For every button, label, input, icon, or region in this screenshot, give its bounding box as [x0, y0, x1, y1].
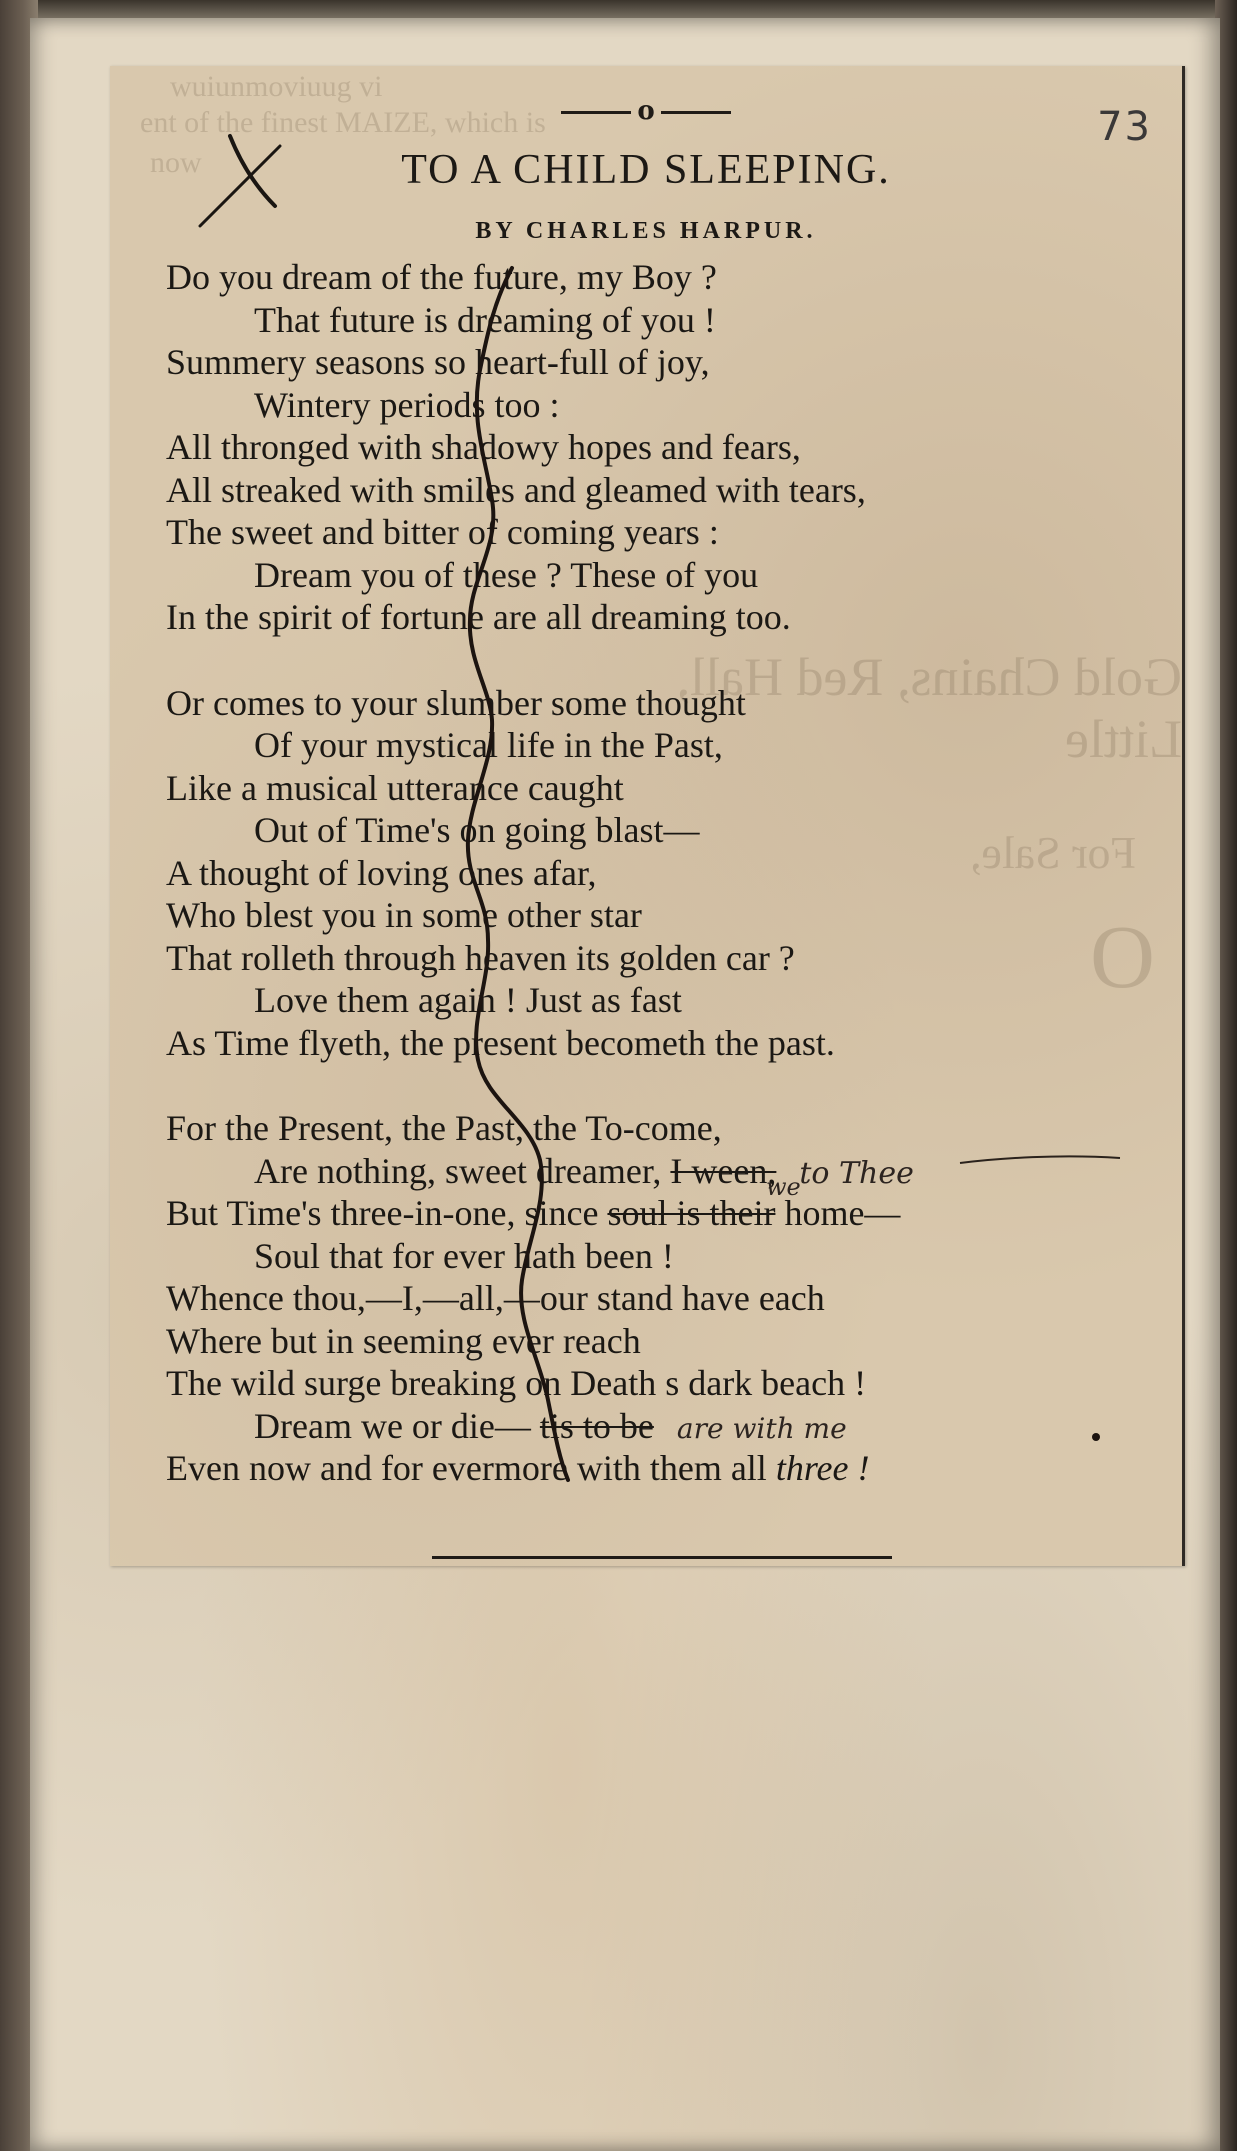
poem-line: Dream you of these ? These of you: [254, 554, 759, 595]
poem-line: But Time's three-in-one, since soul is their home— we: [166, 1192, 1176, 1235]
poem-line: Out of Time's on going blast—: [254, 810, 700, 850]
bleed-through-text: O: [1090, 908, 1155, 1007]
poem-line: Like a musical utterance caught: [166, 767, 624, 808]
poem-line: Who blest you in some other star: [166, 895, 642, 935]
ornament-divider: o: [110, 96, 1182, 126]
struck-text: tis to be: [539, 1405, 654, 1446]
poem-line: Are nothing, sweet dreamer, I ween, to Thee: [254, 1150, 914, 1191]
bleed-through-text: For Sale,: [970, 827, 1137, 878]
bleed-through-text: wuiunmoviuug vi: [170, 70, 383, 103]
poem-line: Summery seasons so heart-full of joy,: [166, 342, 710, 382]
poem-line: Love them again ! Just as fast: [254, 980, 682, 1020]
stanza: [166, 682, 1176, 1065]
poem-line: All thronged with shadowy hopes and fears,: [166, 427, 801, 467]
book-page: [30, 18, 1220, 2151]
poem-line: For the Present, the Past, the To-come,: [166, 1108, 722, 1148]
bleed-through-text: ent of the finest MAIZE, which is: [140, 106, 546, 139]
poem-line: Wintery periods too :: [254, 384, 560, 425]
handwritten-note: to Thee: [799, 1155, 914, 1191]
stanza: [166, 256, 1176, 639]
bleed-through-text: now: [150, 146, 202, 179]
poem-title: TO A CHILD SLEEPING.: [401, 147, 891, 193]
poem-line: Or comes to your slumber some thought: [166, 682, 746, 723]
poem-line: Whence thou,—I,—all,—our stand have each: [166, 1278, 825, 1318]
poem-line: Do you dream of the future, my Boy ?: [166, 257, 717, 297]
poem-line: That future is dreaming of you !: [254, 299, 716, 340]
poem-line: Dream we or die— tis to be are with me: [254, 1405, 847, 1446]
struck-text: I ween,: [670, 1150, 777, 1191]
poem-line: The wild surge breaking on Death s dark beach !: [166, 1363, 867, 1403]
poem-line: Soul that for ever hath been !: [254, 1235, 674, 1276]
poem-body: [166, 256, 1176, 1490]
poem-line: A thought of loving ones afar,: [166, 852, 597, 893]
poem-line: The sweet and bitter of coming years :: [166, 512, 719, 552]
poem-line: That rolleth through heaven its golden car ?: [166, 937, 795, 978]
poem-line: As Time flyeth, the present becometh the past.: [166, 1022, 835, 1063]
stanza: [166, 1107, 1176, 1490]
poem-line: Of your mystical life in the Past,: [254, 725, 723, 765]
poem-line: Even now and for evermore with them all three !: [166, 1448, 870, 1488]
page-number: 73: [1097, 104, 1152, 150]
poem-line: All streaked with smiles and gleamed with tears,: [166, 469, 866, 510]
handwritten-note: are with me: [676, 1411, 847, 1445]
poem-line: In the spirit of fortune are all dreaming too.: [166, 597, 791, 637]
handwritten-note: we: [766, 1173, 801, 1201]
newspaper-clipping: [110, 66, 1185, 1566]
poem-author: BY CHARLES HARPUR.: [475, 218, 817, 244]
bleed-through-text: Gold Chains, Red Hall, Little: [676, 647, 1182, 769]
poem-line: Where but in seeming ever reach: [166, 1320, 641, 1361]
struck-text: soul is their: [607, 1193, 776, 1233]
bottom-rule: [432, 1556, 892, 1559]
